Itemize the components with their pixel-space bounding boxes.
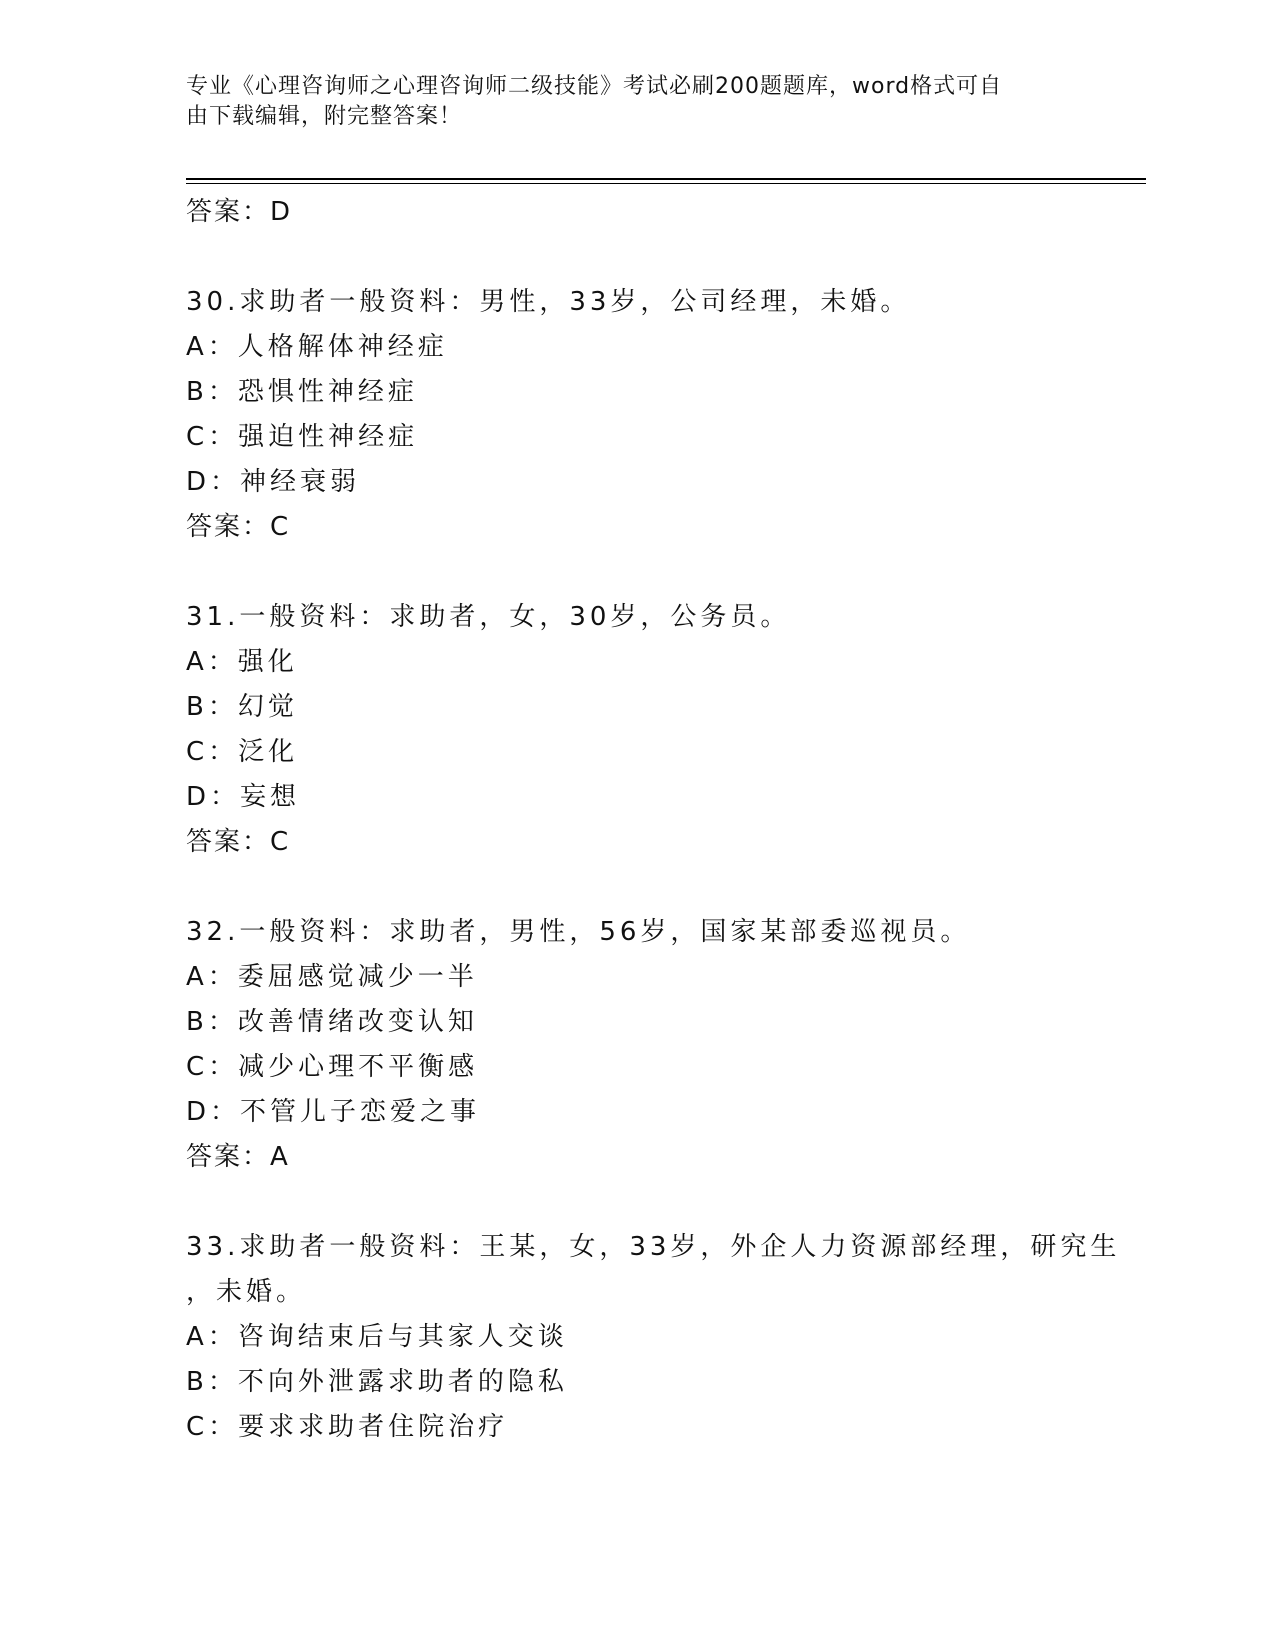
header-line-2: 由下载编辑，附完整答案！ (186, 104, 463, 129)
question-stem: 32.一般资料：求助者，男性，56岁，国家某部委巡视员。 (186, 917, 971, 947)
header-divider-thin (186, 183, 1146, 184)
answer-line: 答案：C (186, 512, 291, 542)
question-stem: 30.求助者一般资料：男性，33岁，公司经理，未婚。 (186, 287, 911, 317)
answer-line: 答案：A (186, 1142, 290, 1172)
option-a: A：强化 (186, 647, 298, 677)
option-c: C：强迫性神经症 (186, 422, 419, 452)
option-d: D：神经衰弱 (186, 467, 361, 497)
spacer (186, 550, 1186, 595)
option-a: A：咨询结束后与其家人交谈 (186, 1322, 568, 1352)
option-a: A：委屈感觉减少一半 (186, 962, 478, 992)
option-c: C：要求求助者住院治疗 (186, 1412, 509, 1442)
option-b: B：改善情绪改变认知 (186, 1007, 478, 1037)
document-header (186, 72, 1086, 132)
question-block (186, 595, 1186, 865)
header-divider (186, 178, 1146, 180)
question-block (186, 910, 1186, 1180)
header-line-1: 专业《心理咨询师之心理咨询师二级技能》考试必刷200题题库，word格式可自 (186, 74, 1003, 99)
option-d: D：妄想 (186, 782, 301, 812)
option-b: B：不向外泄露求助者的隐私 (186, 1367, 568, 1397)
spacer (186, 1180, 1186, 1225)
option-c: C：减少心理不平衡感 (186, 1052, 479, 1082)
answer-line: 答案：D (186, 197, 293, 227)
option-d: D：不管儿子恋爱之事 (186, 1097, 481, 1127)
question-stem: 31.一般资料：求助者，女，30岁，公务员。 (186, 602, 791, 632)
answer-line: 答案：C (186, 827, 291, 857)
document-body (186, 190, 1186, 1450)
option-b: B：恐惧性神经症 (186, 377, 418, 407)
spacer (186, 235, 1186, 280)
question-stem-continued: ，未婚。 (186, 1277, 307, 1307)
question-block (186, 1225, 1186, 1450)
option-a: A：人格解体神经症 (186, 332, 448, 362)
question-stem: 33.求助者一般资料：王某，女，33岁，外企人力资源部经理，研究生 (186, 1232, 1121, 1262)
question-block (186, 280, 1186, 550)
spacer (186, 865, 1186, 910)
option-b: B：幻觉 (186, 692, 298, 722)
option-c: C：泛化 (186, 737, 299, 767)
